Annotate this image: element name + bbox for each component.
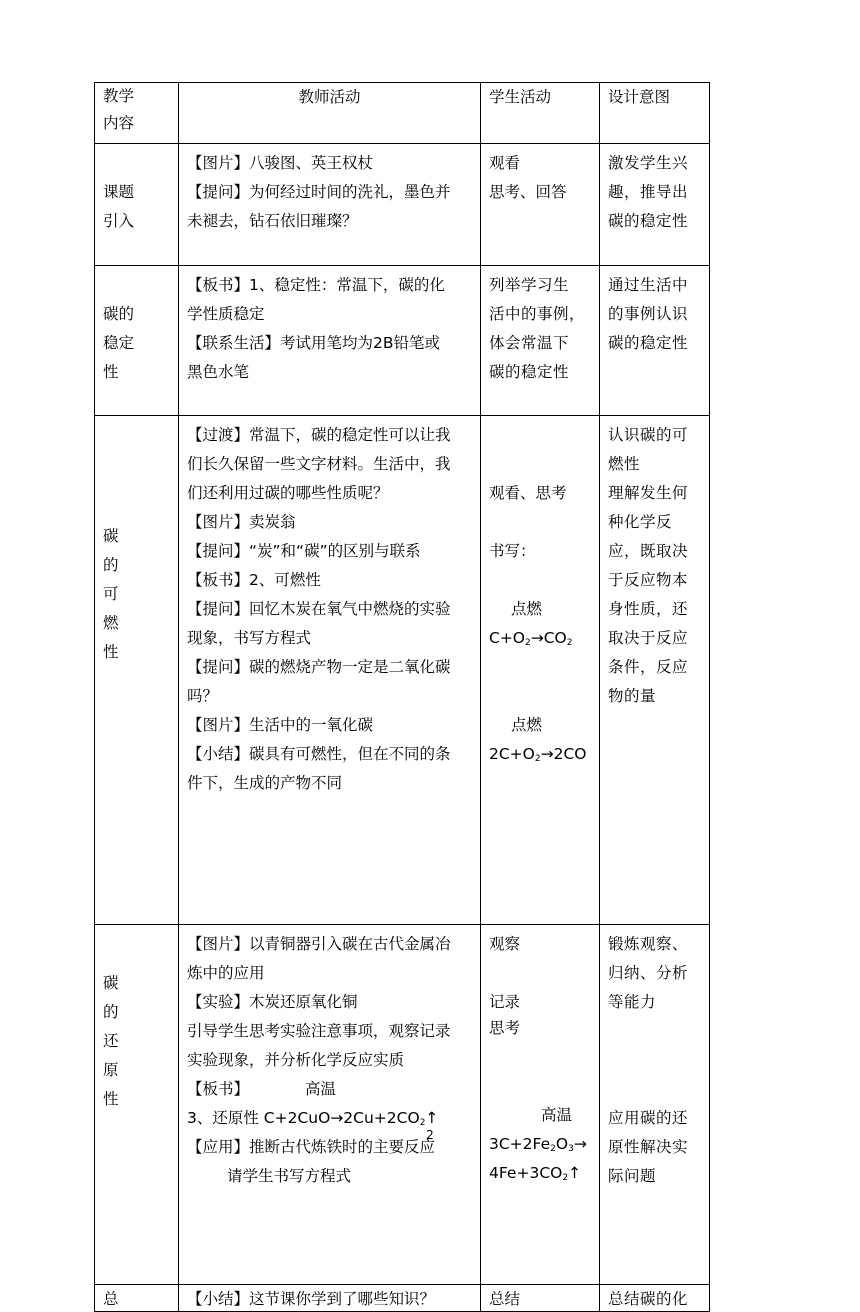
row-content: 课题 引入 <box>95 144 179 266</box>
table-header-row <box>95 83 710 144</box>
row-content: 碳 的 还 原 性 <box>95 925 179 1285</box>
row-teacher: 【小结】这节课你学到了哪些知识？ <box>179 1285 481 1312</box>
table-row <box>95 144 710 266</box>
equation-cuo: 3、还原性 $C+2CuO\to 2Cu+2CO_2↑$ <box>187 1109 439 1128</box>
row-intent: 总结碳的化 <box>600 1285 710 1312</box>
table-row <box>95 266 710 416</box>
row-student: 列举学习生 活中的事例， 体会常温下 碳的稳定性 <box>481 266 600 416</box>
row-student: 观看、思考 书写： 点燃 $C+O_2\to CO_2$ 点燃 $2C+O_2\to 2CO$ <box>481 416 600 925</box>
table-row <box>95 925 710 1285</box>
condition-high-temp: 高温 <box>541 1106 573 1124</box>
row-intent: 认识碳的可 燃性 理解发生何 种化学反 应，既取决 于反应物本 身性质，还 取决于反应 条件，反应 物的量 <box>600 416 710 925</box>
condition-high-temp: 高温 <box>305 1080 337 1098</box>
board-line: 【板书】 高温 <box>187 1080 337 1098</box>
row-teacher: 【过渡】常温下，碳的稳定性可以让我 们长久保留一些文字材料。生活中，我 们还利用过碳的哪些性质呢？ 【图片】卖炭翁 【提问】“炭”和“碳”的区别与联系 【板书】2、可燃性 【提问】回忆木炭在氧气中燃烧的实验 现象，书写方程式 【提问】碳的燃烧产物一定是二氧化碳 吗？ 【图片】生活中的一氧化碳 【小结】碳具有可燃性，但在不同的条 件下，生成的产物不同 <box>179 416 481 925</box>
row-content: 总 <box>95 1285 179 1312</box>
equation-fe2o3-products: $4Fe+3CO_2↑$ <box>489 1164 582 1183</box>
table-row <box>95 416 710 925</box>
row-teacher: 【板书】1、稳定性：常温下，碳的化 学性质稳定 【联系生活】考试用笔均为2B铅笔或 黑色水笔 <box>179 266 481 416</box>
row-teacher: 【图片】以青铜器引入碳在古代金属冶 炼中的应用 【实验】木炭还原氧化铜 引导学生思考实验注意事项，观察记录 实验现象，并分析化学反应实质 【板书】 高温 3、还原性 $C+2CuO\to 2Cu+2CO_2↑$ 【应用】推断古代炼铁时的主要反应 请学生书写方程式 <box>179 925 481 1285</box>
header-intent: 设计意图 <box>600 83 710 144</box>
condition-ignite: 点燃 <box>511 716 543 734</box>
table-row <box>95 1285 710 1312</box>
header-content: 教学 内容 <box>95 83 179 144</box>
row-student: 总结 <box>481 1285 600 1312</box>
row-content: 碳 的 可 燃 性 <box>95 416 179 925</box>
header-teacher: 教师活动 <box>179 83 481 144</box>
equation-co2: $C+O_2\to CO_2$ <box>489 629 573 648</box>
header-student: 学生活动 <box>481 83 600 144</box>
row-student: 观看 思考、回答 <box>481 144 600 266</box>
row-teacher: 【图片】八骏图、英王权杖 【提问】为何经过时间的洗礼，墨色并 未褪去，钻石依旧璀璨？ <box>179 144 481 266</box>
equation-fe2o3: $3C+2Fe_2O_3\to$ <box>489 1135 587 1154</box>
condition-ignite: 点燃 <box>511 600 543 618</box>
row-intent: 锻炼观察、 归纳、分析 等能力 应用碳的还 原性解决实 际问题 <box>600 925 710 1285</box>
page-number: 2 <box>426 1128 434 1142</box>
row-student: 观察 记录 思考 高温 $3C+2Fe_2O_3\to$ $4Fe+3CO_2↑$ <box>481 925 600 1285</box>
equation-co: $2C+O_2\to 2CO$ <box>489 745 587 764</box>
row-intent: 激发学生兴 趣，推导出 碳的稳定性 <box>600 144 710 266</box>
row-content: 碳的 稳定 性 <box>95 266 179 416</box>
row-intent: 通过生活中 的事例认识 碳的稳定性 <box>600 266 710 416</box>
